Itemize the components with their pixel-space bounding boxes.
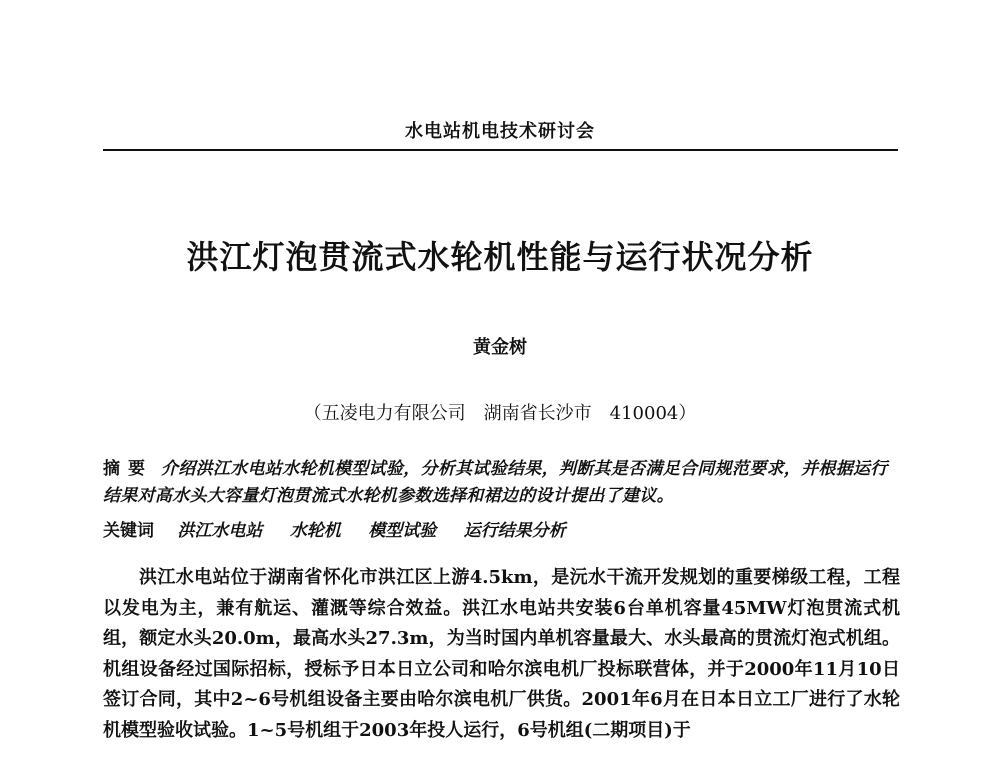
keywords-label: 关键词: [103, 521, 154, 541]
author-name: 黄金树: [473, 337, 527, 358]
running-header: 水电站机电技术研讨会: [405, 121, 595, 142]
abstract-label: 摘要: [103, 459, 153, 479]
keyword: 洪江水电站: [177, 521, 263, 541]
affiliation: （五凌电力有限公司 湖南省长沙市 410004）: [303, 403, 697, 424]
keyword: 水轮机: [289, 521, 341, 541]
keyword: 运行结果分析: [463, 521, 566, 541]
keyword: 模型试验: [368, 521, 437, 541]
abstract: [103, 456, 900, 510]
abstract-text: 介绍洪江水电站水轮机模型试验，分析其试验结果，判断其是否满足合同规范要求，并根据运行结果对高水头大容量灯泡贯流式水轮机参数选择和裙边的设计提出了建议。: [103, 459, 888, 506]
keywords: [103, 518, 900, 545]
header-rule: [103, 149, 898, 151]
body-paragraph: 洪江水电站位于湖南省怀化市洪江区上游4.5km，是沅水干流开发规划的重要梯级工程，工程以发电为主，兼有航运、灌溉等综合效益。洪江水电站共安装6台单机容量45MW灯泡贯流式机组，额定水头20.0m，最高水头27.3m，为当时国内单机容量最大、水头最高的贯流灯泡式机组。机组设备经过国际招标，授标予日本日立公司和哈尔滨电机厂投标联营体，并于2000年11月10日签订合同，其中2~6号机组设备主要由哈尔滨电机厂供货。2001年6月在日本日立工厂进行了水轮机模型验收试验。1~5号机组于2003年投人运行，6号机组(二期项目)于: [103, 567, 900, 741]
paper-title: 洪江灯泡贯流式水轮机性能与运行状况分析: [186, 238, 814, 276]
